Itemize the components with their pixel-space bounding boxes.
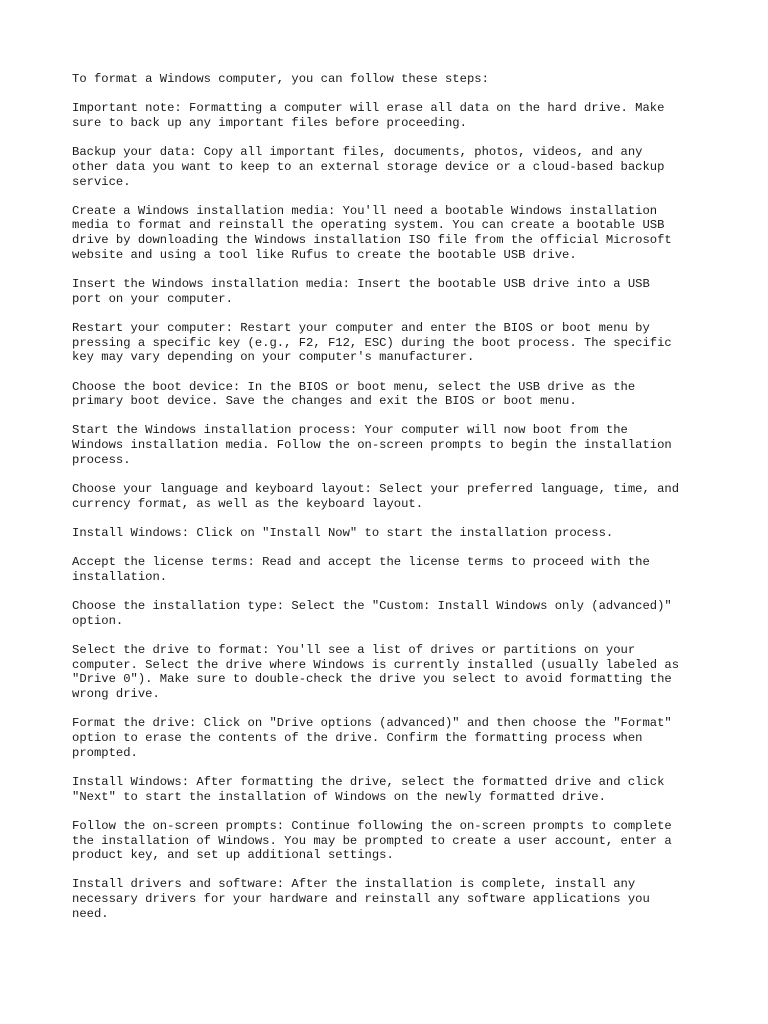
step-start-installation: Start the Windows installation process: Your computer will now boot from the Windows installation media. Follow the on-screen prompts to begin the installation process.: [72, 423, 672, 467]
step-backup-data: Backup your data: Copy all important files, documents, photos, videos, and any other data you want to keep to an external storage device or a cloud-based backup service.: [72, 145, 665, 189]
important-note-paragraph: Important note: Formatting a computer will erase all data on the hard drive. Make sure to back up any important files before proceeding.: [72, 101, 665, 130]
intro-line: To format a Windows computer, you can follow these steps:: [72, 72, 489, 86]
step-install-windows-after-format: Install Windows: After formatting the drive, select the formatted drive and click "Next" to start the installation of Windows on the newly formatted drive.: [72, 774, 665, 804]
step-insert-installation-media: Insert the Windows installation media: Insert the bootable USB drive into a USB port on your computer.: [72, 277, 650, 306]
step-restart-computer: Restart your computer: Restart your computer and enter the BIOS or boot menu by pressing a specific key (e.g., F2, F12, ESC) during the boot process. The specific key may vary depending on your computer's manufacturer.: [72, 320, 672, 365]
step-select-drive: Select the drive to format: You'll see a list of drives or partitions on your computer. Select the drive where Windows is currently installed (usually labeled as "Drive 0"). Make sure to double-check the drive you select to avoid formatting the wrong drive.: [72, 642, 680, 702]
step-format-drive: Format the drive: Click on "Drive options (advanced)" and then choose the "Format" option to erase the contents of the drive. Confirm the formatting process when prompted.: [72, 716, 672, 760]
step-install-windows-click: Install Windows: Click on "Install Now" to start the installation process.: [72, 525, 614, 540]
step-choose-boot-device: Choose the boot device: In the BIOS or boot menu, select the USB drive as the primary boot device. Save the changes and exit the BIOS or boot menu.: [72, 379, 636, 409]
step-choose-language: Choose your language and keyboard layout: Select your preferred language, time, and currency format, as well as the keyboard layout.: [72, 482, 680, 511]
step-accept-license: Accept the license terms: Read and accept the license terms to proceed with the installation.: [72, 555, 650, 584]
step-choose-installation-type: Choose the installation type: Select the "Custom: Install Windows only (advanced)" option.: [72, 599, 672, 628]
step-install-drivers: Install drivers and software: After the installation is complete, install any necessary drivers for your hardware and reinstall any software applications you need.: [72, 877, 650, 921]
step-follow-prompts: Follow the on-screen prompts: Continue following the on-screen prompts to complete the installation of Windows. You may be prompted to create a user account, enter a product key, and set up additional settings.: [72, 818, 672, 863]
step-create-installation-media: Create a Windows installation media: You'll need a bootable Windows installation media to format and reinstall the operating system. You can create a bootable USB drive by downloading the Windows installation ISO file from the official Microsoft website and using a tool like Rufus to create the bootable USB drive.: [72, 203, 672, 262]
